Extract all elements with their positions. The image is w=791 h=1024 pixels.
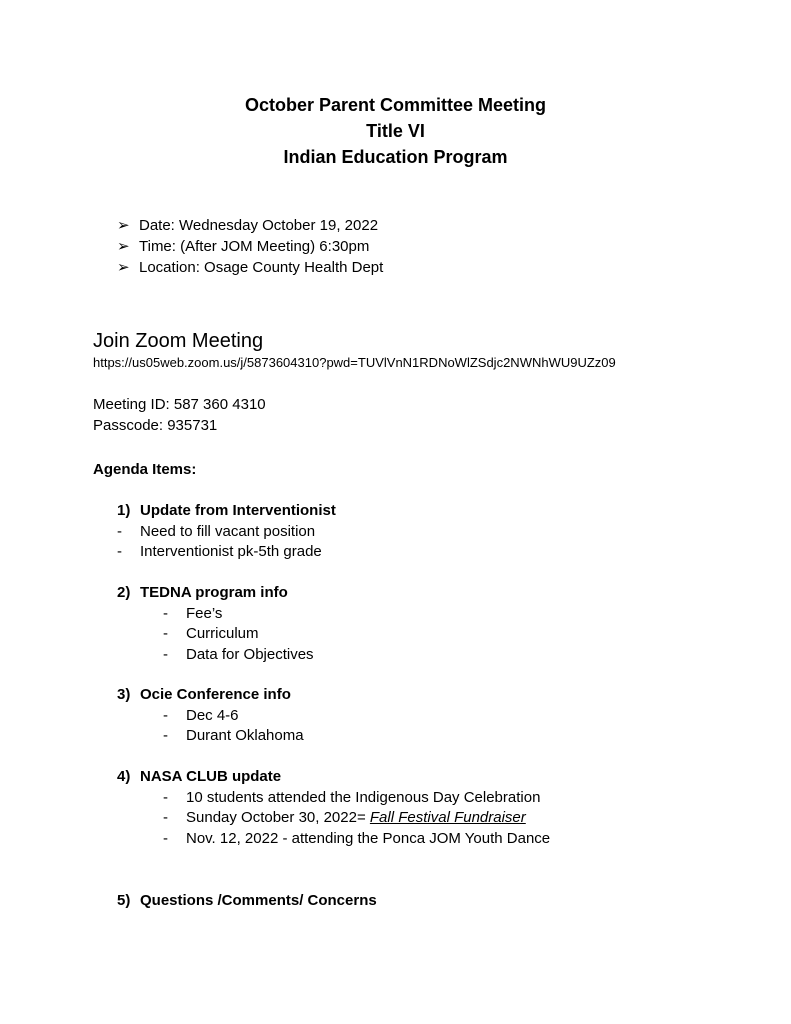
meeting-passcode: Passcode: 935731 xyxy=(93,417,218,434)
agenda-section-2 xyxy=(117,583,314,665)
date-text: Date: Wednesday October 19, 2022 xyxy=(139,217,379,234)
fundraiser-link[interactable]: Fall Festival Fundraiser xyxy=(369,809,526,826)
location-text: Location: Osage County Health Dept xyxy=(139,259,384,276)
list-item xyxy=(163,788,550,809)
section-number: 1) xyxy=(117,502,131,519)
section-number: 3) xyxy=(117,686,131,703)
section-title xyxy=(117,891,377,912)
zoom-heading: Join Zoom Meeting xyxy=(93,330,264,352)
title-line-1: October Parent Committee Meeting xyxy=(244,95,547,115)
list-item xyxy=(163,645,314,666)
item-text: Nov. 12, 2022 - attending the Ponca JOM Youth Dance xyxy=(186,829,551,847)
list-item xyxy=(163,604,314,625)
title-line-2: Title VI xyxy=(366,121,425,141)
agenda-section-4 xyxy=(117,767,550,849)
title-line-3: Indian Education Program xyxy=(283,147,508,167)
document-title xyxy=(0,92,791,170)
item-text: Curriculum xyxy=(186,625,259,642)
agenda-section-3 xyxy=(117,685,304,747)
item-text: Durant Oklahoma xyxy=(186,727,304,744)
list-item xyxy=(163,829,550,850)
dash-bullet: - xyxy=(163,604,168,622)
section-number: 2) xyxy=(117,584,131,601)
list-item xyxy=(163,808,550,829)
meeting-details-list xyxy=(117,215,383,278)
item-text: Data for Objectives xyxy=(186,645,314,663)
list-item xyxy=(117,522,336,543)
section-title-text: NASA CLUB update xyxy=(140,768,282,785)
arrow-bullet-icon: ➢ xyxy=(117,259,130,276)
arrow-bullet-icon: ➢ xyxy=(117,217,130,234)
section-title xyxy=(117,767,550,788)
list-item xyxy=(163,726,304,747)
list-item xyxy=(117,542,336,563)
dash-bullet: - xyxy=(163,727,168,744)
dash-bullet: - xyxy=(163,809,168,826)
dash-bullet: - xyxy=(163,829,168,847)
section-title-text: Ocie Conference info xyxy=(140,686,291,703)
section-number: 5) xyxy=(117,892,131,909)
list-item xyxy=(117,215,383,236)
agenda-section-5 xyxy=(117,891,377,912)
item-text: 10 students attended the Indigenous Day Celebration xyxy=(186,788,541,806)
agenda-section-1 xyxy=(117,501,336,563)
section-title xyxy=(117,501,336,522)
list-item xyxy=(117,257,383,278)
dash-bullet: - xyxy=(163,706,168,724)
section-title-text: Questions /Comments/ Concerns xyxy=(140,892,377,909)
dash-bullet: - xyxy=(117,522,122,540)
item-text-prefix: Sunday October 30, 2022= xyxy=(186,809,370,826)
arrow-bullet-icon: ➢ xyxy=(117,238,130,255)
section-title xyxy=(117,583,314,604)
list-item xyxy=(163,624,314,645)
item-text: Dec 4-6 xyxy=(186,706,239,724)
item-text xyxy=(186,808,526,829)
item-text: Interventionist pk-5th grade xyxy=(140,543,322,560)
item-text: Fee’s xyxy=(186,604,223,622)
section-title-text: TEDNA program info xyxy=(140,584,288,601)
item-text: Need to fill vacant position xyxy=(140,522,316,540)
time-text: Time: (After JOM Meeting) 6:30pm xyxy=(139,238,370,255)
list-item xyxy=(117,236,383,257)
section-title-text: Update from Interventionist xyxy=(140,502,336,519)
dash-bullet: - xyxy=(163,645,168,663)
dash-bullet: - xyxy=(163,788,168,806)
agenda-heading: Agenda Items: xyxy=(93,461,197,478)
meeting-id: Meeting ID: 587 360 4310 xyxy=(93,396,266,413)
section-title xyxy=(117,685,304,706)
meeting-credentials xyxy=(93,394,266,436)
zoom-link[interactable]: https://us05web.zoom.us/j/5873604310?pwd=TUVlVnN1RDNoWlZSdjc2NWNhWU9UZz09 xyxy=(93,355,616,370)
dash-bullet: - xyxy=(117,543,122,560)
list-item xyxy=(163,706,304,727)
section-number: 4) xyxy=(117,768,131,785)
dash-bullet: - xyxy=(163,625,168,642)
